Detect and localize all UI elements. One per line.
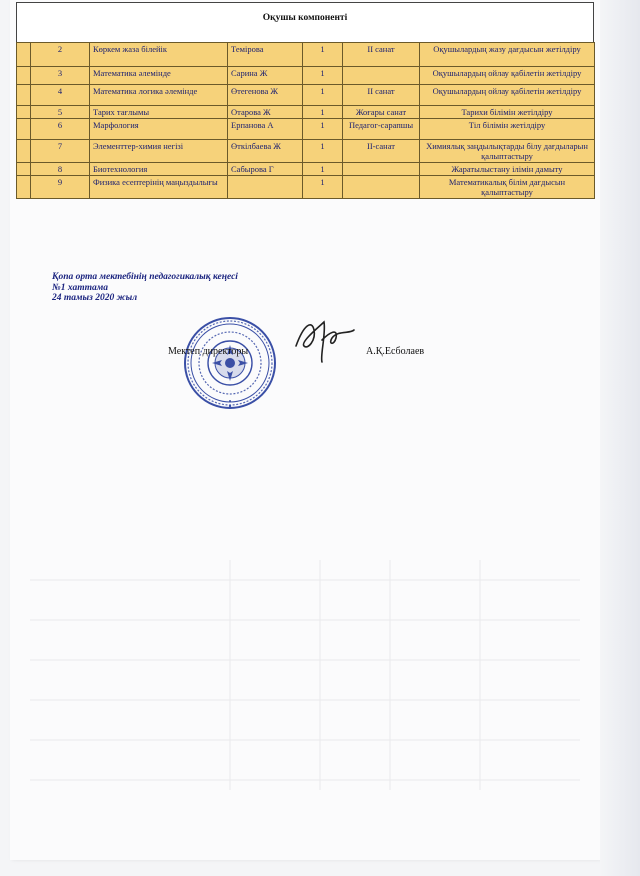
row-spacer-cell (17, 176, 31, 199)
protocol-number: №1 хаттама (52, 282, 108, 293)
council-date: 24 тамыз 2020 жыл (52, 293, 138, 303)
row-number: 4 (31, 85, 90, 106)
row-subject: Математика логика әлемінде (90, 85, 228, 106)
row-goal: Тіл білімін жетілдіру (420, 119, 595, 140)
bleed-through-table (30, 560, 580, 790)
row-spacer-cell (17, 85, 31, 106)
row-hours: 1 (303, 176, 343, 199)
row-goal: Оқушылардың ойлау қабілетін жетілдіру (420, 67, 595, 85)
table-title: Оқушы компоненті (16, 2, 594, 42)
row-spacer-cell (17, 106, 31, 119)
row-goal: Оқушылардың ойлау қабілетін жетілдіру (420, 85, 595, 106)
row-teacher: Ерпанова А (228, 119, 303, 140)
row-subject: Тарих тағлымы (90, 106, 228, 119)
row-subject: Биотехнология (90, 163, 228, 176)
row-category: Жоғары санат (343, 106, 420, 119)
row-category: II-санат (343, 140, 420, 163)
row-spacer-cell (17, 119, 31, 140)
row-hours: 1 (303, 106, 343, 119)
row-spacer-cell (17, 43, 31, 67)
row-spacer-cell (17, 140, 31, 163)
row-number: 2 (31, 43, 90, 67)
table-row (17, 140, 595, 163)
page-edge-shadow (600, 0, 640, 876)
row-category: Педагог-сарапшы (343, 119, 420, 140)
row-hours: 1 (303, 85, 343, 106)
row-goal: Математикалық білім дағдысын қалыптастыру (420, 176, 595, 199)
row-spacer-cell (17, 67, 31, 85)
row-teacher: Отарова Ж (228, 106, 303, 119)
row-hours: 1 (303, 119, 343, 140)
row-hours: 1 (303, 163, 343, 176)
row-teacher: Сабырова Г (228, 163, 303, 176)
row-hours: 1 (303, 67, 343, 85)
row-number: 6 (31, 119, 90, 140)
row-number: 8 (31, 163, 90, 176)
row-teacher: Өтегенова Ж (228, 85, 303, 106)
pedagogical-council-note (52, 272, 238, 304)
row-teacher: Өткілбаева Ж (228, 140, 303, 163)
director-signature (290, 316, 360, 366)
table-row (17, 43, 595, 67)
row-subject: Көркем жаза білейік (90, 43, 228, 67)
row-category (343, 176, 420, 199)
table-row (17, 176, 595, 199)
row-category (343, 163, 420, 176)
row-goal: Тарихи білімін жетілдіру (420, 106, 595, 119)
row-goal: Жаратылыстану ілімін дамыту (420, 163, 595, 176)
school-stamp-seal (182, 315, 278, 411)
director-name: А.Қ.Есболаев (366, 346, 425, 357)
table-row (17, 106, 595, 119)
row-subject: Математика әлемінде (90, 67, 228, 85)
row-subject: Элементтер-химия негізі (90, 140, 228, 163)
row-subject: Марфология (90, 119, 228, 140)
row-subject: Физика есептерінің маңыздылығы (90, 176, 228, 199)
table-row (17, 119, 595, 140)
council-name: Қопа орта мектебінің педагогикалық кеңесі (52, 272, 238, 282)
row-number: 7 (31, 140, 90, 163)
row-number: 5 (31, 106, 90, 119)
row-goal: Химиялық заңдылықтарды білу дағдыларын қалыптастыру (420, 140, 595, 163)
row-number: 9 (31, 176, 90, 199)
row-hours: 1 (303, 43, 343, 67)
student-component-table (16, 2, 594, 199)
row-teacher (228, 176, 303, 199)
row-goal: Оқушылардың жазу дағдысын жетілдіру (420, 43, 595, 67)
director-label: Мектеп директоры (168, 346, 249, 357)
row-spacer-cell (17, 163, 31, 176)
component-table (16, 42, 595, 199)
table-row (17, 67, 595, 85)
row-hours: 1 (303, 140, 343, 163)
row-number: 3 (31, 67, 90, 85)
table-row (17, 85, 595, 106)
table-row (17, 163, 595, 176)
row-teacher: Темірова (228, 43, 303, 67)
row-teacher: Сарина Ж (228, 67, 303, 85)
row-category: II санат (343, 85, 420, 106)
row-category: II санат (343, 43, 420, 67)
row-category (343, 67, 420, 85)
